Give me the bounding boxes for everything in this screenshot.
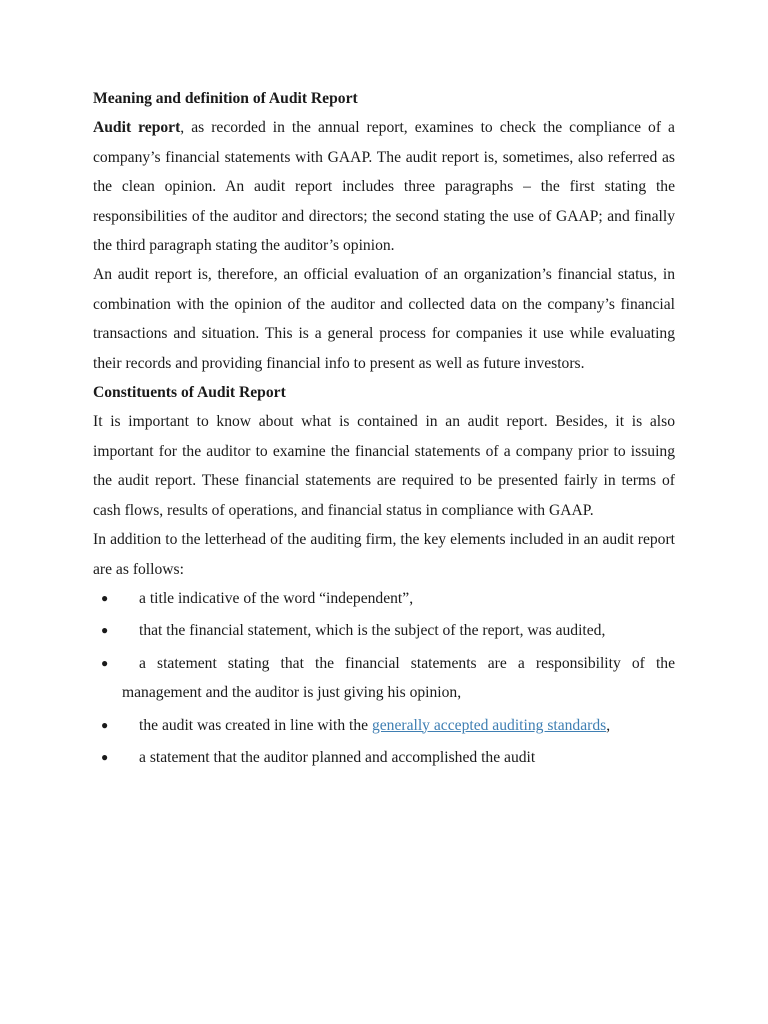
list-item bbox=[93, 584, 675, 613]
bullet-icon: ● bbox=[101, 655, 109, 670]
list-item bbox=[93, 616, 675, 645]
bullet-icon: ● bbox=[101, 717, 109, 732]
bullet-icon: ● bbox=[101, 623, 109, 638]
paragraph-contents-importance: It is important to know about what is contained in an audit report. Besides, it is also important for the auditor to examine the financial statements of a company prior to issuing the audit report. These financial statements are required to be presented fairly in terms of cash flows, results of operations, and financial status in compliance with GAAP. bbox=[93, 413, 675, 519]
key-elements-list bbox=[93, 584, 675, 772]
heading-meaning-definition: Meaning and definition of Audit Report bbox=[93, 90, 358, 107]
paragraph-audit-report-intro-text: , as recorded in the annual report, examines to check the compliance of a company’s financial statements with GAAP. The audit report is, sometimes, also referred as the clean opinion. An audit report includes three paragraphs – the first stating the responsibilities of the auditor and directors; the second stating the use of GAAP; and finally the third paragraph stating the auditor’s opinion. bbox=[93, 119, 675, 255]
paragraph-audit-report-intro bbox=[93, 113, 675, 260]
list-item-text: a title indicative of the word “independent”, bbox=[139, 589, 414, 607]
list-item bbox=[93, 649, 675, 708]
document-page bbox=[93, 84, 675, 775]
bullet-icon: ● bbox=[101, 590, 109, 605]
list-item-text: that the financial statement, which is the subject of the report, was audited, bbox=[139, 622, 606, 640]
paragraph-key-elements-intro: In addition to the letterhead of the auditing firm, the key elements included in an audit report are as follows: bbox=[93, 531, 675, 578]
heading-constituents: Constituents of Audit Report bbox=[93, 384, 286, 402]
gaas-link[interactable]: generally accepted auditing standards bbox=[371, 716, 607, 734]
list-item bbox=[93, 711, 675, 740]
list-item bbox=[93, 743, 675, 772]
bullet-icon: ● bbox=[101, 749, 109, 764]
list-item-text: a statement stating that the financial statements are a responsibility of the management and the auditor is just giving his opinion, bbox=[122, 654, 675, 702]
list-item-text-suffix: , bbox=[606, 716, 611, 734]
paragraph-official-evaluation: An audit report is, therefore, an official evaluation of an organization’s financial status, in combination with the opinion of the auditor and collected data on the company’s financial transactions and situation. This is a general process for companies it use while evaluating their records and providing financial info to present as well as future investors. bbox=[93, 266, 675, 372]
list-item-text: a statement that the auditor planned and accomplished the audit bbox=[139, 748, 536, 766]
list-item-text: the audit was created in line with the bbox=[139, 716, 372, 734]
bold-term-audit-report: Audit report bbox=[93, 119, 181, 137]
